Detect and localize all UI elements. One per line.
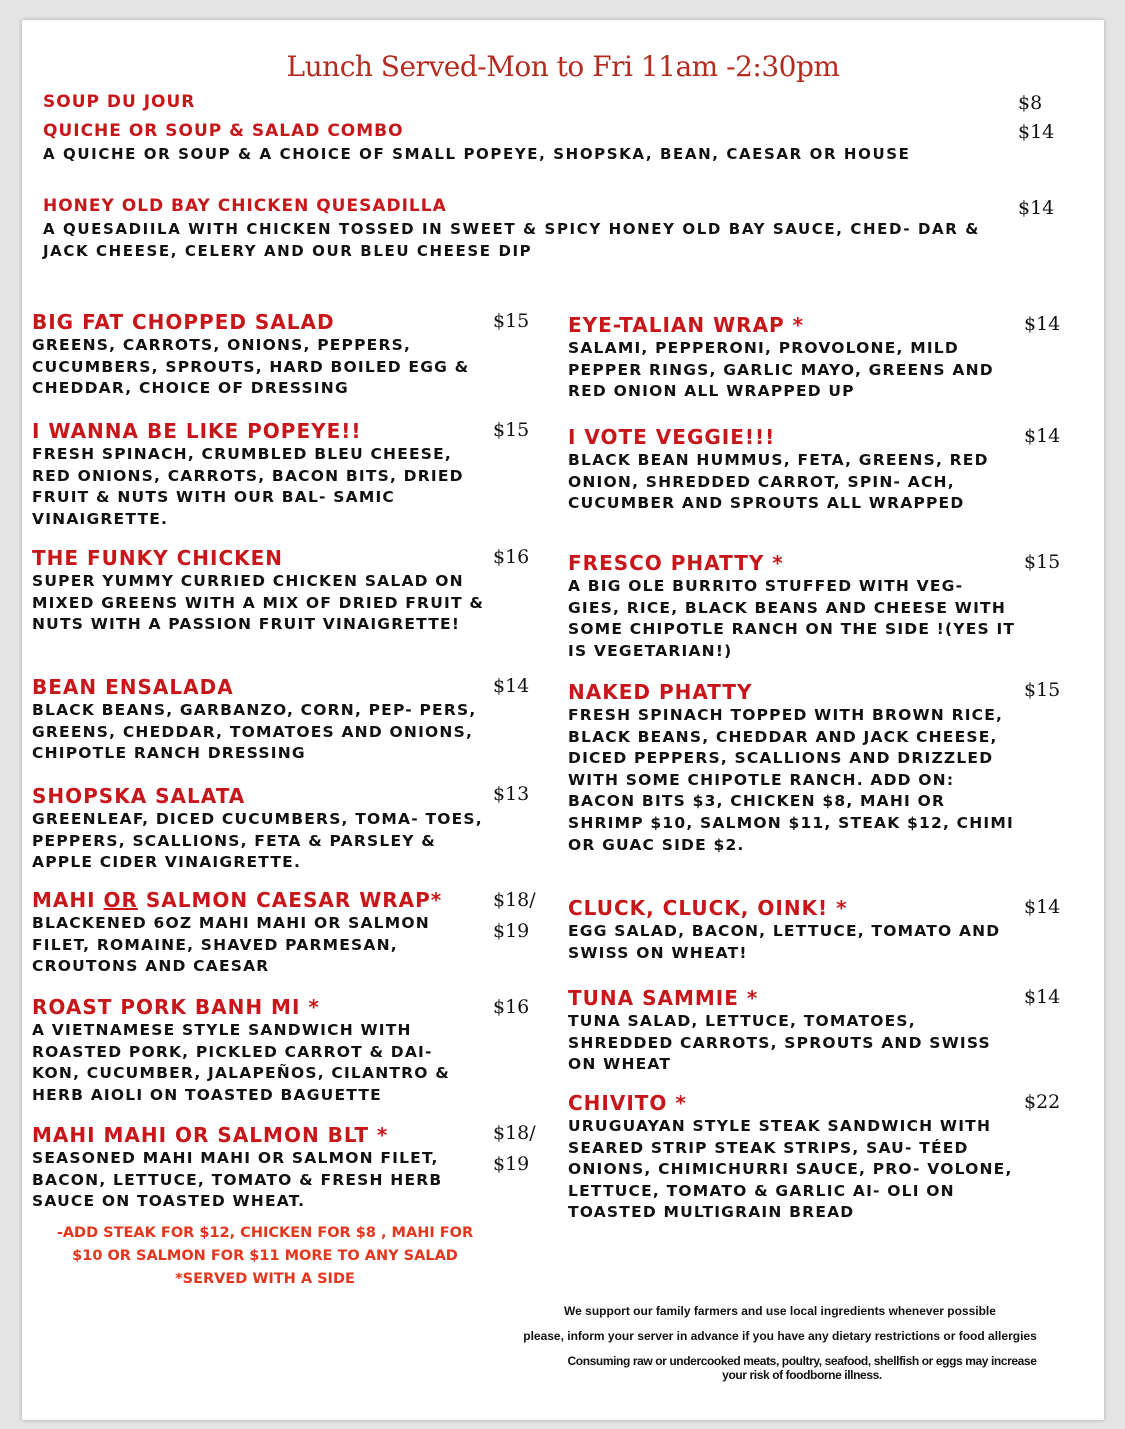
item-description: TUNA SALAD, LETTUCE, TOMATOES, SHREDDED CARROTS, SPROUTS AND SWISS ON WHEAT [568,1012,991,1074]
menu-page [22,20,1104,1420]
menu-item-funky-chicken [32,546,487,636]
item-name: BEAN ENSALADA [32,675,234,699]
menu-item-soup [43,91,993,113]
item-description: EGG SALAD, BACON, LETTUCE, TOMATO AND SWISS ON WHEAT! [568,922,1001,962]
item-name: ROAST PORK BANH MI * [32,995,320,1019]
item-name: MAHI MAHI OR SALMON BLT * [32,1123,389,1147]
item-price: $14 [493,675,530,697]
item-description: GREENLEAF, DICED CUCUMBERS, TOMA- TOES, PEPPERS, SCALLIONS, FETA & PARSLEY & APPLE CIDER VINAIGRETTE. [32,810,483,872]
item-description: A BIG OLE BURRITO STUFFED WITH VEG- GIES, RICE, BLACK BEANS AND CHEESE WITH SOME CHIPOTLE RANCH ON THE SIDE !(YES IT IS VEGETARIAN!) [568,577,1016,660]
item-description: BLACK BEAN HUMMUS, FETA, GREENS, RED ONION, SHREDDED CARROT, SPIN- ACH, CUCUMBER AND SPROUTS ALL WRAPPED [568,451,989,513]
item-price: $8 [1018,92,1043,114]
item-name: EYE-TALIAN WRAP * [568,313,805,337]
item-price: $14 [1024,986,1061,1008]
item-description: BLACKENED 6OZ MAHI MAHI OR SALMON FILET, ROMAINE, SHAVED PARMESAN, CROUTONS AND CAESAR [32,914,430,976]
item-description: A QUICHE OR SOUP & A CHOICE OF SMALL POPEYE, SHOPSKA, BEAN, CAESAR OR HOUSE [43,145,911,163]
menu-item-naked-phatty [568,680,1018,856]
footer-local-note: We support our family farmers and use local ingredients whenever possible [564,1304,996,1318]
item-price: $15 [493,419,530,441]
menu-item-blt [32,1123,487,1213]
menu-item-chivito [568,1091,1018,1224]
item-price: $16 [493,546,530,568]
item-price: $14 [1024,313,1061,335]
menu-item-popeye [32,419,487,530]
menu-item-shopska [32,784,487,874]
menu-item-tuna-sammie [568,986,1018,1076]
menu-item-banh-mi [32,995,487,1106]
item-name: HONEY OLD BAY CHICKEN QUESADILLA [43,196,447,216]
menu-item-bean-ensalada [32,675,487,765]
addons-note: -ADD STEAK FOR $12, CHICKEN FOR $8 , MAHI FOR $10 OR SALMON FOR $11 MORE TO ANY SALAD *SERVED WITH A SIDE [56,1225,474,1287]
item-description: FRESH SPINACH, CRUMBLED BLEU CHEESE, RED ONIONS, CARROTS, BACON BITS, DRIED FRUIT & NUTS WITH OUR BAL- SAMIC VINAIGRETTE. [32,445,464,528]
item-price: $14 [1018,197,1055,219]
item-price-alt: $19 [493,1153,530,1175]
item-price: $18/ [493,889,536,911]
item-description: GREENS, CARROTS, ONIONS, PEPPERS, CUCUMBERS, SPROUTS, HARD BOILED EGG & CHEDDAR, CHOICE OF DRESSING [32,336,470,398]
item-name: TUNA SAMMIE * [568,986,759,1010]
item-description: A VIETNAMESE STYLE SANDWICH WITH ROASTED PORK, PICKLED CARROT & DAI- KON, CUCUMBER, JALAPEÑOS, CILANTRO & HERB AIOLI ON TOASTED BAGUETTE [32,1021,450,1104]
item-price: $14 [1024,896,1061,918]
item-price: $18/ [493,1122,536,1144]
item-description: A QUESADIILA WITH CHICKEN TOSSED IN SWEET & SPICY HONEY OLD BAY SAUCE, CHED- DAR & JACK CHEESE, CELERY AND OUR BLEU CHEESE DIP [43,220,980,260]
item-name: SHOPSKA SALATA [32,784,246,808]
menu-item-chopped-salad [32,310,487,400]
item-name: QUICHE OR SOUP & SALAD COMBO [43,121,404,141]
menu-item-caesar-wrap [32,888,487,978]
item-name: NAKED PHATTY [568,680,753,704]
item-price: $15 [1024,679,1061,701]
menu-item-fresco-phatty [568,551,1018,662]
item-price: $13 [493,783,530,805]
item-name: CHIVITO * [568,1091,687,1115]
item-description: BLACK BEANS, GARBANZO, CORN, PEP- PERS, GREENS, CHEDDAR, TOMATOES AND ONIONS, CHIPOTLE RANCH DRESSING [32,701,477,763]
item-name: BIG FAT CHOPPED SALAD [32,310,335,334]
footer-allergy-note: please, inform your server in advance if you have any dietary restrictions or food allergies [523,1329,1037,1343]
menu-item-cluck-cluck-oink [568,896,1018,964]
item-description: SALAMI, PEPPERONI, PROVOLONE, MILD PEPPER RINGS, GARLIC MAYO, GREENS AND RED ONION ALL WRAPPED UP [568,339,994,401]
menu-title: Lunch Served-Mon to Fri 11am -2:30pm [286,50,840,83]
item-name: I VOTE VEGGIE!!! [568,425,776,449]
item-description: SUPER YUMMY CURRIED CHICKEN SALAD ON MIXED GREENS WITH A MIX OF DRIED FRUIT & NUTS WITH A PASSION FRUIT VINAIGRETTE! [32,572,485,634]
item-name: THE FUNKY CHICKEN [32,546,284,570]
item-price: $14 [1024,425,1061,447]
footer-raw-warning: Consuming raw or undercooked meats, poultry, seafood, shellfish or eggs may increase your risk of foodborne illness. [567,1354,1037,1382]
item-name: CLUCK, CLUCK, OINK! * [568,896,848,920]
item-price: $15 [493,310,530,332]
item-name: FRESCO PHATTY * [568,551,784,575]
item-name: I WANNA BE LIKE POPEYE!! [32,419,362,443]
menu-item-eye-talian [568,313,1018,403]
menu-item-quesadilla [43,195,993,262]
menu-item-combo [43,120,993,165]
item-description: SEASONED MAHI MAHI OR SALMON FILET, BACON, LETTUCE, TOMATO & FRESH HERB SAUCE ON TOASTED WHEAT. [32,1149,443,1211]
item-name: MAHI OR SALMON CAESAR WRAP* [32,888,443,912]
item-name: SOUP DU JOUR [43,92,196,112]
item-price: $16 [493,996,530,1018]
item-price-alt: $19 [493,920,530,942]
item-price: $22 [1024,1091,1061,1113]
menu-item-veggie [568,425,1018,515]
item-description: URUGUAYAN STYLE STEAK SANDWICH WITH SEARED STRIP STEAK STRIPS, SAU- TÉED ONIONS, CHIMICHURRI SAUCE, PRO- VOLONE, LETTUCE, TOMATO & GARLIC AI- OLI ON TOASTED MULTIGRAIN BREAD [568,1117,1013,1222]
item-description: FRESH SPINACH TOPPED WITH BROWN RICE, BLACK BEANS, CHEDDAR AND JACK CHEESE, DICED PEPPERS, SCALLIONS AND DRIZZLED WITH SOME CHIPOTLE RANCH. ADD ON: BACON BITS $3, CHICKEN $8, MAHI OR SHRIMP $10, SALMON $11, STEAK $12, CHIMI OR GUAC SIDE $2. [568,706,1014,854]
item-price: $15 [1024,551,1061,573]
item-price: $14 [1018,121,1055,143]
